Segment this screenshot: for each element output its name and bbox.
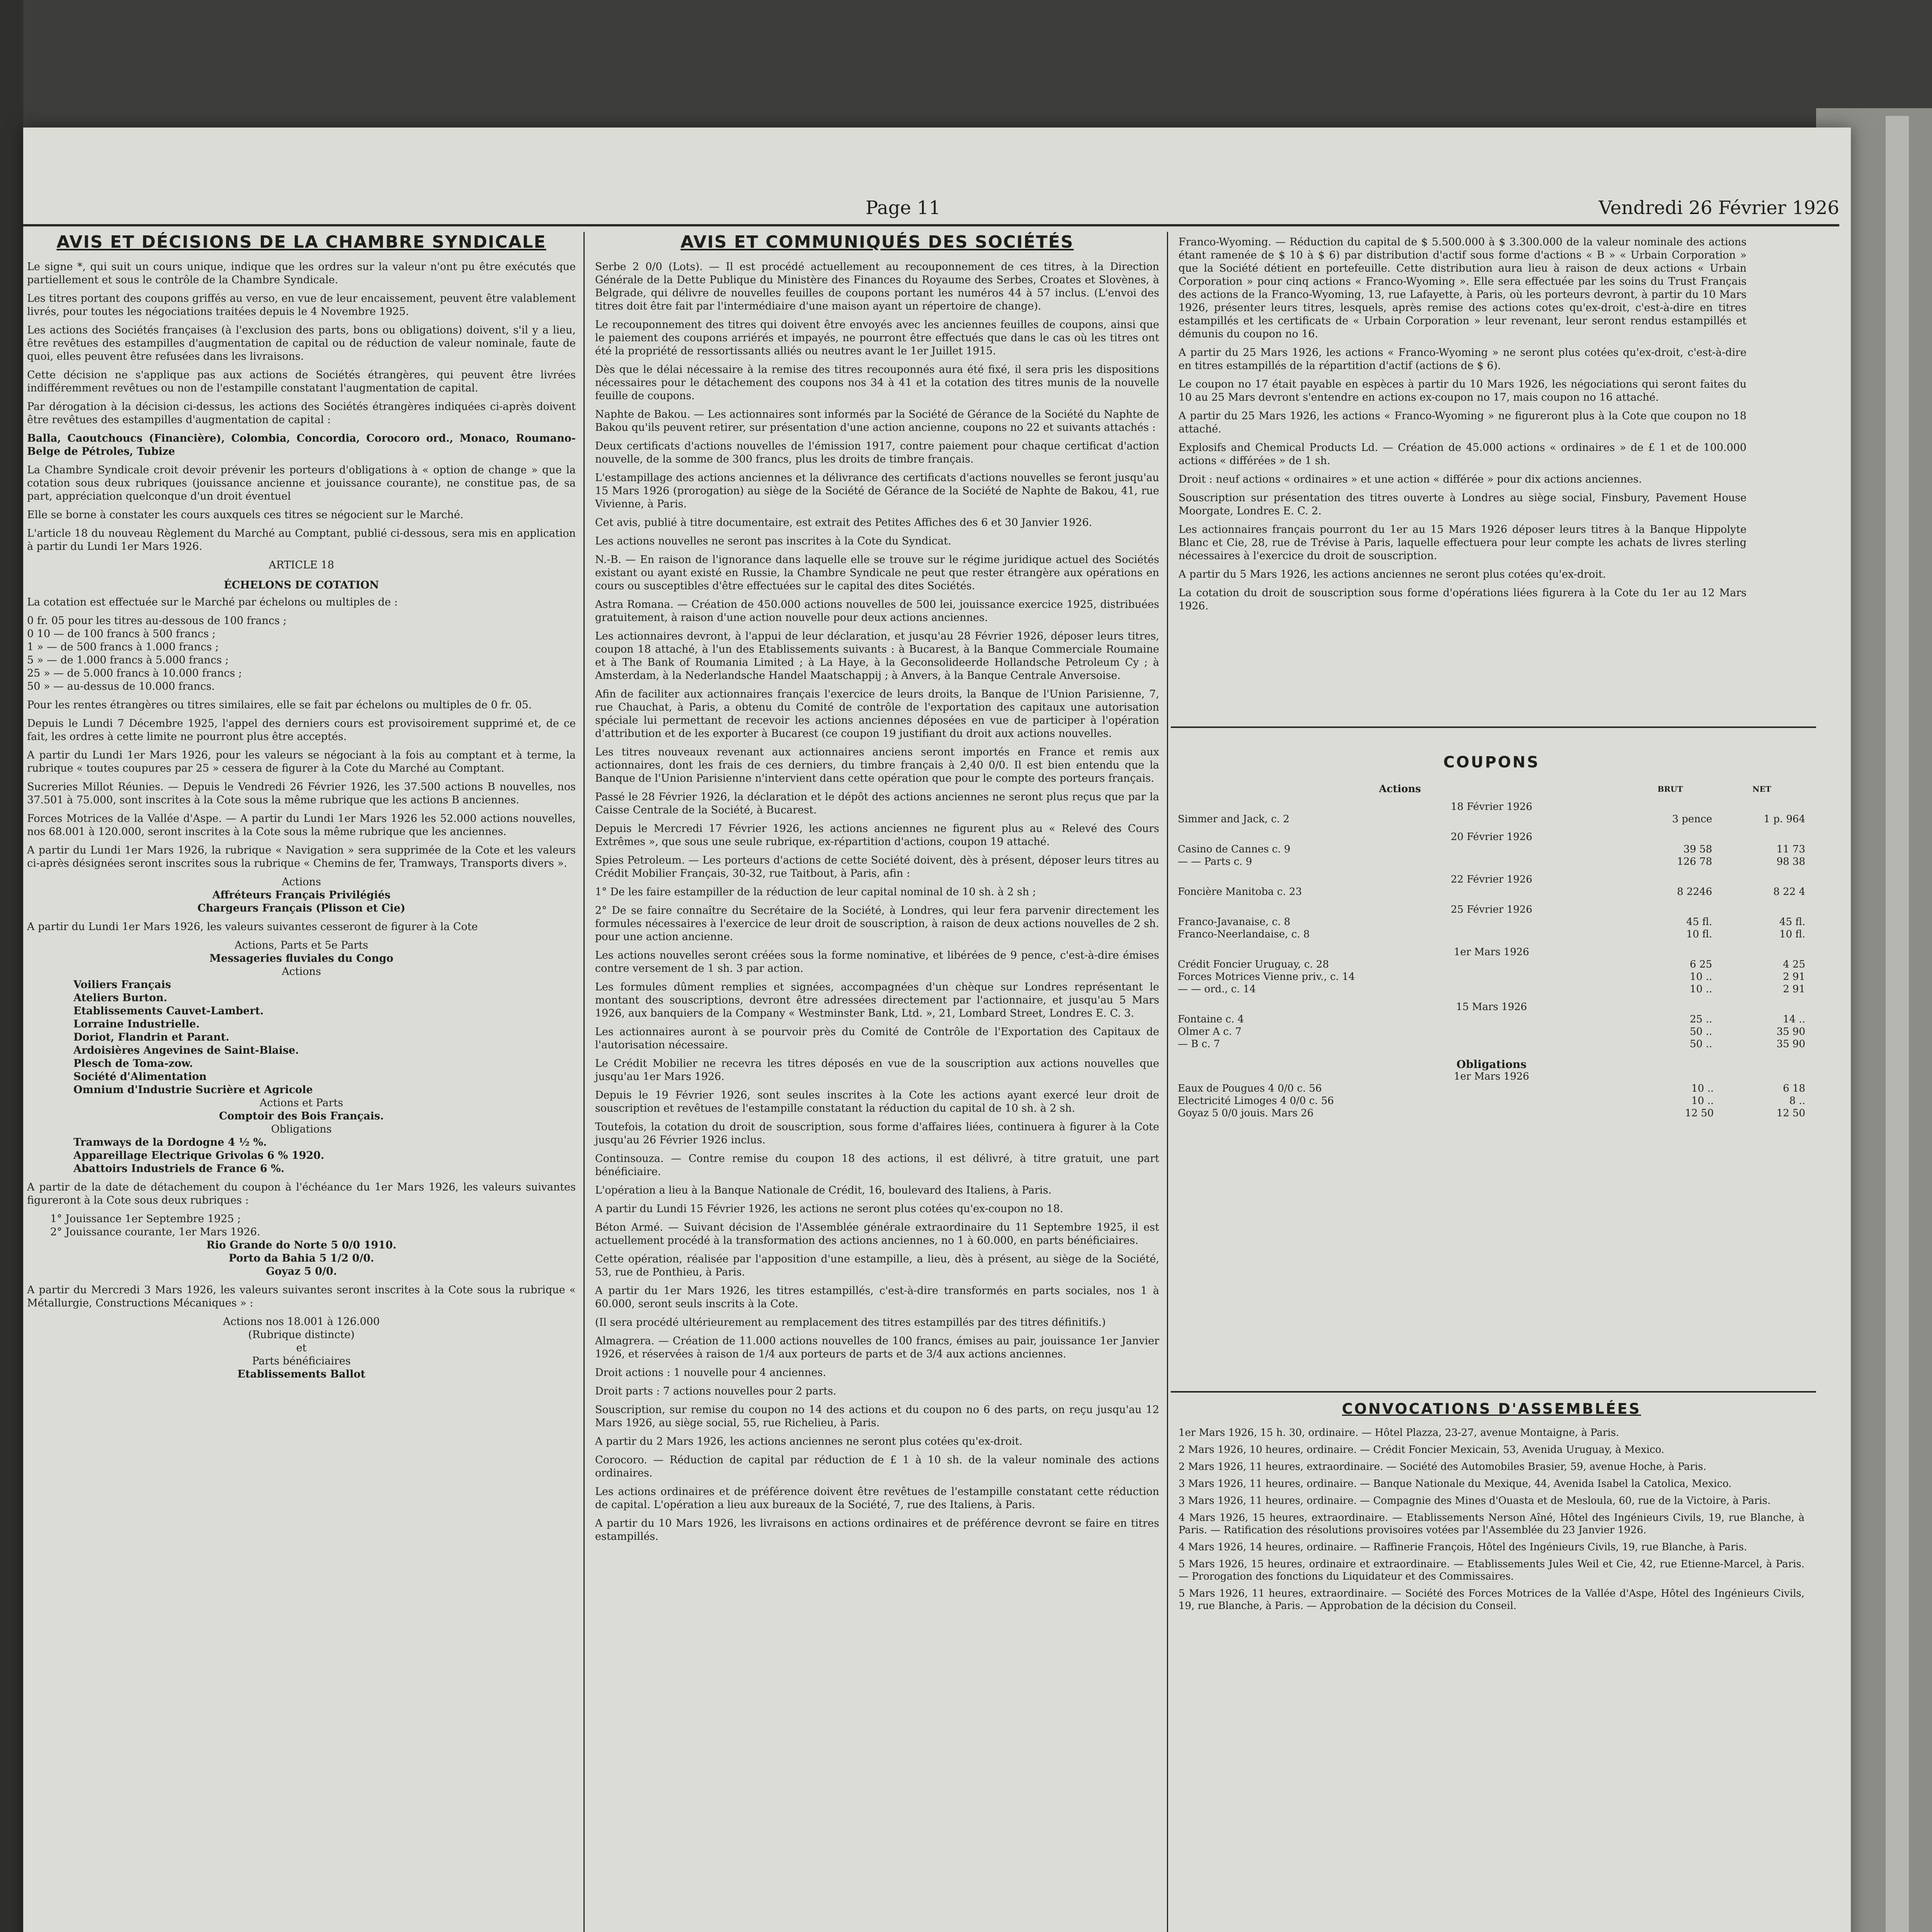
para: A partir du 5 Mars 1926, les actions anciennes ne seront plus cotées qu'ex-droit. [1179,568,1606,580]
item: (Rubrique distincte) [248,1329,355,1341]
article-label: ARTICLE 18 [269,559,334,571]
para: Deux certificats d'actions nouvelles de l'émission 1917, contre paiement pour chaque certificat d'action nouvelle, de la somme de 300 francs, plus les droits de timbre français. [595,440,1159,465]
echelons-list [27,614,576,693]
coupon-row [1175,1013,1808,1026]
item: Ateliers Burton. [73,992,167,1004]
echelon: 5 » — de 1.000 francs à 5.000 francs ; [27,654,229,666]
coupon-row [1175,1107,1808,1119]
item: Doriot, Flandrin et Parant. [73,1031,230,1043]
item: 1° Jouissance 1er Septembre 1925 ; [50,1213,241,1225]
col-head: NET [1752,784,1771,794]
coupon-value: 12 50 [1685,1107,1714,1119]
item: Etablissements Cauvet-Lambert. [73,1005,264,1017]
para: A partir du 25 Mars 1926, les actions « Franco-Wyoming » ne seront plus cotées qu'ex-droit, c'est-à-dire en titres estampillés de la répartition d'actif (actions de $ 6). [1179,347,1747,372]
coupons-oblig-date: 1er Mars 1926 [1454,1071,1529,1082]
coupon-row [1175,983,1808,995]
coupon-name: Goyaz 5 0/0 jouis. Mars 26 [1178,1107,1314,1119]
para: Souscription, sur remise du coupon no 14 des actions et du coupon no 6 des parts, on reçu jusqu'au 12 Mars 1926, au siège social, 55, rue Richelieu, à Paris. [595,1404,1159,1429]
coupon-date: 1er Mars 1926 [1454,946,1529,958]
para-bold: Balla, Caoutchoucs (Financière), Colombia, Concordia, Corocoro ord., Monaco, Roumano-Belge de Pétroles, Tubize [27,432,576,457]
para: A partir du 10 Mars 1926, les livraisons en actions ordinaires et de préférence devront se faire en titres estampillés. [595,1517,1159,1543]
list [27,1136,576,1175]
coupon-row [1175,958,1808,971]
coupon-name: Olmer A c. 7 [1178,1026,1242,1037]
coupon-value: 35 90 [1776,1026,1805,1037]
coupon-row [1175,1095,1808,1107]
coupon-name: Fontaine c. 4 [1178,1014,1244,1025]
coupon-name: Franco-Neerlandaise, c. 8 [1178,929,1310,940]
coupon-name: — B c. 7 [1178,1038,1220,1050]
para: Les titres nouveaux revenant aux actionnaires anciens seront importés en France et remis aux actionnaires, dont les frais de ces derniers, du timbre français à 2,40 0/0. Il est bien entendu que la Banque de l'Union Parisienne n'intervient dans cette opération que pour le compte des porteurs français. [595,746,1159,784]
para: (Il sera procédé ultérieurement au remplacement des titres estampillés par des titres définitifs.) [595,1316,1106,1328]
para: Depuis le Mercredi 17 Février 1926, les actions anciennes ne figurent plus au « Relevé des Cours Extrêmes », que sous une seule rubrique, ex-répartition d'actions, coupon 19 attaché. [595,823,1159,848]
para: A partir du Lundi 1er Mars 1926, la rubrique « Navigation » sera supprimée de la Cote et les valeurs ci-après désignées seront inscrites sous la rubrique « Chemins de fer, Tramways, Transports divers ». [27,844,576,869]
coupon-name: Eaux de Pougues 4 0/0 c. 56 [1178,1083,1322,1094]
para: Droit parts : 7 actions nouvelles pour 2 parts. [595,1385,837,1397]
para: Béton Armé. — Suivant décision de l'Assemblée générale extraordinaire du 11 Septembre 1925, il est actuellement procédé à la transformation des actions anciennes, no 1 à 60.000, en parts bénéficiaires. [595,1221,1159,1247]
coupon-date: 18 Février 1926 [1451,801,1532,813]
coupon-value: 3 pence [1672,813,1713,825]
item: Chargeurs Français (Plisson et Cie) [197,902,405,914]
binding-shadow [0,0,23,1932]
para: A partir de la date de détachement du coupon à l'échéance du 1er Mars 1926, les valeurs suivantes figureront à la Cote sous deux rubriques : [27,1181,576,1206]
convocation-item: 3 Mars 1926, 11 heures, ordinaire. — Compagnie des Mines d'Ouasta et de Mesloula, 60, rue de la Victoire, à Paris. [1179,1495,1771,1507]
coupon-value: 10 .. [1691,1083,1714,1094]
coupon-date: 22 Février 1926 [1451,874,1532,885]
para: Almagrera. — Création de 11.000 actions nouvelles de 100 francs, émises au pair, jouissance 1er Janvier 1926, et réservées à raison de 1/4 aux porteurs de parts et de 3/4 aux actions anciennes. [595,1335,1159,1360]
para: Forces Motrices de la Vallée d'Aspe. — A partir du Lundi 1er Mars 1926 les 52.000 actions nouvelles, nos 68.001 à 120.000, seront inscrites à la Cote sous la même rubrique que les anciennes. [27,813,576,838]
coupon-row [1175,886,1808,898]
item: Etablissements Ballot [237,1368,366,1380]
item: Omnium d'Industrie Sucrière et Agricole [73,1084,313,1096]
column-chambre-syndicale [27,232,576,1381]
echelon: 0 fr. 05 pour les titres au-dessous de 100 francs ; [27,615,287,627]
convocation-item: 5 Mars 1926, 11 heures, extraordinaire. — Société des Forces Motrices de la Vallée d'Aspe, Hôtel des Ingénieurs Civils, 19, rue Blanche, à Paris. — Approbation de la décision du Conseil. [1179,1588,1804,1612]
coupon-value: 98 38 [1776,856,1805,867]
coupon-value: 10 fl. [1779,929,1805,940]
convocation-item: 3 Mars 1926, 11 heures, ordinaire. — Banque Nationale du Mexique, 44, Avenida Isabel la Catolica, Mexico. [1179,1478,1732,1490]
para: A partir du 1er Mars 1926, les titres estampillés, c'est-à-dire transformés en parts sociales, nos 1 à 60.000, seront seuls inscrits à la Cote. [595,1285,1159,1310]
para: Passé le 28 Février 1926, la déclaration et le dépôt des actions anciennes ne seront plus reçus que par la Caisse Centrale de la Société, à Bucarest. [595,791,1159,816]
coupon-value: 1 p. 964 [1764,813,1805,825]
item: Affréteurs Français Privilégiés [212,889,391,901]
item: 2° Jouissance courante, 1er Mars 1926. [50,1226,260,1238]
para: Droit actions : 1 nouvelle pour 4 anciennes. [595,1367,826,1379]
para: A partir du 2 Mars 1926, les actions anciennes ne seront plus cotées qu'ex-droit. [595,1435,1023,1447]
coupon-value: 12 50 [1776,1107,1805,1119]
label: Obligations [271,1123,332,1135]
para: Les actions ordinaires et de préférence doivent être revêtues de l'estampille constatant cette réduction de capital. L'opération a lieu aux bureaux de la Société, 7, rue des Italiens, à Paris. [595,1486,1159,1511]
convocations-rule [1171,1391,1816,1393]
convocations-section [1179,1400,1804,1617]
coupons-section [1175,753,1808,1119]
convocation-item: 1er Mars 1926, 15 h. 30, ordinaire. — Hôtel Plazza, 23-27, avenue Montaigne, à Paris. [1179,1427,1619,1439]
para: Depuis le 19 Février 1926, sont seules inscrites à la Cote les actions ayant exercé leur droit de souscription et revêtues de l'estampille constatant la réduction du capital de 10 sh. à 2 sh. [595,1089,1159,1114]
coupon-value: 6 18 [1783,1083,1805,1094]
page-edge-inner [1886,116,1909,1932]
para: Depuis le Lundi 7 Décembre 1925, l'appel des derniers cours est provisoirement supprimé et, de ce fait, les ordres à cette limite ne pourront plus être acceptés. [27,718,576,743]
para: Les actions nouvelles seront créées sous la forme nominative, et libérées de 9 pence, c'est-à-dire émises contre versement de 1 sh. 3 par action. [595,949,1159,975]
coupons-oblig-table [1175,1082,1808,1119]
para: Le signe *, qui suit un cours unique, indique que les ordres sur la valeur n'ont pu être exécutés que partiellement et sous le contrôle de la Chambre Syndicale. [27,261,576,286]
coupon-value: 35 90 [1776,1038,1805,1050]
para: A partir du Mercredi 3 Mars 1926, les valeurs suivantes seront inscrites à la Cote sous la rubrique « Métallurgie, Constructions Mécaniques » : [27,1284,576,1309]
coupon-row [1175,916,1808,928]
coupon-row [1175,1082,1808,1095]
col2-title: AVIS ET COMMUNIQUÉS DES SOCIÉTÉS [680,232,1074,252]
coupons-title: COUPONS [1443,753,1540,771]
label: Actions et Parts [259,1097,344,1109]
item: Société d'Alimentation [73,1071,207,1083]
para: Astra Romana. — Création de 450.000 actions nouvelles de 500 lei, jouissance exercice 1925, distribuées gratuitement, à raison d'une action nouvelle pour deux actions anciennes. [595,599,1159,624]
para: 2° De se faire connaître du Secrétaire de la Société, à Londres, qui leur fera parvenir directement les formules nécessaires à l'exercice de leur droit de souscription, à raison de deux actions nouvelles de 2 sh. pour une action ancienne. [595,905,1159,943]
coupon-value: 8 22 4 [1773,886,1805,898]
coupon-value: 126 78 [1677,856,1713,867]
coupon-row [1175,1026,1808,1038]
para: A partir du Lundi 15 Février 1926, les actions ne seront plus cotées qu'ex-coupon no 18. [595,1203,1063,1215]
coupons-table [1175,783,1808,1050]
page-number: Page 11 [866,197,941,219]
coupon-value: 11 73 [1776,844,1805,855]
column-rule [583,232,585,1932]
para: Le Crédit Mobilier ne recevra les titres déposés en vue de la souscription aux actions nouvelles que jusqu'au 1er Mars 1926. [595,1058,1159,1083]
coupon-date: 25 Février 1926 [1451,904,1532,915]
coupon-name: Franco-Javanaise, c. 8 [1178,916,1291,928]
coupon-value: 10 fl. [1686,929,1713,940]
coupon-value: 39 58 [1683,844,1713,855]
coupon-name: Crédit Foncier Uruguay, c. 28 [1178,959,1329,970]
para: La cotation est effectuée sur le Marché par échelons ou multiples de : [27,596,398,608]
label: Actions [282,876,321,888]
para: A partir du Lundi 1er Mars 1926, les valeurs suivantes cesseront de figurer à la Cote [27,921,478,933]
coupon-name: — — ord., c. 14 [1178,983,1256,995]
coupon-name: Casino de Cannes c. 9 [1178,844,1291,855]
para: Naphte de Bakou. — Les actionnaires sont informés par la Société de Gérance de la Société du Naphte de Bakou qu'ils peuvent retirer, sur présentation d'une action ancienne, coupons no 22 et suivants attachés : [595,408,1159,434]
para: Corocoro. — Réduction de capital par réduction de £ 1 à 10 sh. de la valeur nominale des actions ordinaires. [595,1454,1159,1479]
para: Dès que le délai nécessaire à la remise des titres recouponnés aura été fixé, il sera pris les dispositions nécessaires pour le détachement des coupons nos 34 à 41 et la cotation des titres munis de la nouvelle feuille de coupons. [595,364,1159,402]
item: Rio Grande do Norte 5 0/0 1910. [206,1239,396,1251]
item: Ardoisières Angevines de Saint-Blaise. [73,1044,299,1056]
echelon: 0 10 — de 100 francs à 500 francs ; [27,628,216,640]
item: Parts bénéficiaires [252,1355,351,1367]
column-avis-societes [595,232,1159,1549]
coupon-value: 10 .. [1691,1095,1714,1107]
para: Le recouponnement des titres qui doivent être envoyés avec les anciennes feuilles de coupons, ainsi que le paiement des coupons arriérés et impayés, ne pourront être effectués que dans le cas où les titres ont été la propriété de ressortissants alliés ou neutres avant le 1er Juillet 1915. [595,319,1159,357]
para: Les titres portant des coupons griffés au verso, en vue de leur encaissement, peuvent être valablement livrés, pour toutes les négociations traitées depuis le 4 Novembre 1925. [27,293,576,318]
para: Souscription sur présentation des titres ouverte à Londres au siège social, Finsbury, Pavement House Moorgate, Londres E. C. 2. [1179,492,1747,517]
coupon-value: 6 25 [1690,959,1713,970]
para: Les actions des Sociétés françaises (à l'exclusion des parts, bons ou obligations) doivent, s'il y a lieu, être revêtues des estampilles d'augmentation de capital ou de réduction de valeur nominale, faute de quoi, elles peuvent être refusées dans les livraisons. [27,324,576,362]
para: Les actionnaires français pourront du 1er au 15 Mars 1926 déposer leurs titres à la Banque Hippolyte Blanc et Cie, 28, rue de Trévise à Paris, laquelle effectuera pour leur compte les achats de livres sterling nécessaires à l'exercice du droit de souscription. [1179,524,1747,562]
coupon-row [1175,813,1808,825]
coupon-value: 10 .. [1690,971,1713,983]
coupon-name: Foncière Manitoba c. 23 [1178,886,1302,898]
para: Les actionnaires devront, à l'appui de leur déclaration, et jusqu'au 28 Février 1926, déposer leurs titres, coupon 18 attaché, à l'un des Etablissements suivants : à Bucarest, à la Banque Commerciale Roumaine et à The Bank of Roumania Limited ; à La Haye, à la Geconsolideerde Hollandsche Petroleum Cy ; à Amsterdam, à la Nederlandsche Handel Maatschappij ; à Anvers, à la Banque Centrale Anversoise. [595,630,1159,682]
para: Les actions nouvelles ne seront pas inscrites à la Cote du Syndicat. [595,535,951,547]
column-right [1179,236,1747,618]
para: Sucreries Millot Réunies. — Depuis le Vendredi 26 Février 1926, les 37.500 actions B nouvelles, nos 37.501 à 75.000, sont inscrites à la Cote sous la même rubrique que les actions B anciennes. [27,781,576,806]
convocation-item: 4 Mars 1926, 15 heures, extraordinaire. — Etablissements Nerson Aîné, Hôtel des Ingénieurs Civils, 19, rue Blanche, à Paris. — Ratification des résolutions provisoires votées par l'Assemblée du 23 Janvier 1926. [1179,1512,1804,1536]
col-head: BRUT [1657,784,1683,794]
para: N.-B. — En raison de l'ignorance dans laquelle elle se trouve sur le régime juridique actuel des Sociétés existant ou ayant existé en Russie, la Chambre Syndicale ne peut que rester étrangère aux opérations en cours ou susceptibles d'être effectuées sur le capital des dites Sociétés. [595,554,1159,592]
col-head: Actions [1379,783,1421,795]
convocation-item: 2 Mars 1926, 10 heures, ordinaire. — Crédit Foncier Mexicain, 53, Avenida Uruguay, à Mexico. [1179,1444,1665,1456]
item: Comptoir des Bois Français. [219,1110,384,1122]
coupon-value: 25 .. [1690,1014,1713,1025]
echelon: 50 » — au-dessus de 10.000 francs. [27,680,215,692]
coupon-name: — — Parts c. 9 [1178,856,1252,867]
item: Voiliers Français [73,979,171,991]
para: Cette décision ne s'applique pas aux actions de Sociétés étrangères, qui peuvent être livrées indifféremment revêtues ou non de l'estampille constatant l'augmentation de capital. [27,369,576,394]
coupon-value: 4 25 [1783,959,1805,970]
para: Les actionnaires auront à se pourvoir près du Comité de Contrôle de l'Exportation des Capitaux de l'autorisation nécessaire. [595,1026,1159,1051]
para: Cette opération, réalisée par l'apposition d'une estampille, a lieu, dès à présent, au siège de la Société, 53, rue de Ponthieu, à Paris. [595,1253,1159,1278]
para: Par dérogation à la décision ci-dessus, les actions des Sociétés étrangères indiquées ci-après doivent être revêtues des estampilles d'augmentation de capital : [27,401,576,426]
item: Plesch de Toma-zow. [73,1058,193,1070]
convocation-item: 4 Mars 1926, 14 heures, ordinaire. — Raffinerie François, Hôtel des Ingénieurs Civils, 19, rue Blanche, à Paris. [1179,1541,1747,1553]
coupon-row [1175,843,1808,855]
para: Le coupon no 17 était payable en espèces à partir du 10 Mars 1926, les négociations qui seront faites du 10 au 25 Mars devront s'entendre en actions ex-coupon no 17, mais coupon no 16 attaché. [1179,378,1747,403]
coupon-value: 8 .. [1789,1095,1805,1107]
para: Continsouza. — Contre remise du coupon 18 des actions, il est délivré, à titre gratuit, une part bénéficiaire. [595,1153,1159,1178]
para: Afin de faciliter aux actionnaires français l'exercice de leurs droits, la Banque de l'Union Parisienne, 7, rue Chauchat, à Paris, a obtenu du Comité de contrôle de l'exportation des capitaux une autorisation spéciale lui permettant de recevoir les actions anciennes déposées en vue de participer à l'opération d'attribution et de les exporter à Bucarest (ce coupon 19 justifiant du droit aux actions nouvelles. [595,688,1159,740]
para: La Chambre Syndicale croit devoir prévenir les porteurs d'obligations à « option de change » que la cotation sous deux rubriques (jouissance ancienne et jouissance courante), ne constitue pas, de sa part, appréciation quelconque d'un droit éventuel [27,464,576,502]
coupon-value: 2 91 [1783,983,1805,995]
para: Franco-Wyoming. — Réduction du capital de $ 5.500.000 à $ 3.300.000 de la valeur nominale des actions étant ramenée de $ 10 à $ 6) par distribution d'actif sous forme d'actions « B » « Urbain Corporation » que la Société détient en portefeuille. Cette distribution aura lieu à raison de deux actions « Urbain Corporation » pour cinq actions « Franco-Wyoming ». Elle sera effectuée par les soins du Trust Français des actions de la Franco-Wyoming, 13, rue Lafayette, à Paris, où les porteurs devront, à partir du 10 Mars 1926, présenter leurs titres, lesquels, après remise des actions cotes qu'ex-droit, c'est-à-dire en titres estampillés et les certificats de « Urbain Corporation » leur revenant, leur seront rendus estampillés et démunis du coupon no 16. [1179,236,1747,340]
coupon-value: 50 .. [1690,1026,1713,1037]
issue-date: Vendredi 26 Février 1926 [1599,197,1839,219]
echelons-title: ÉCHELONS DE COTATION [224,579,379,591]
para: Spies Petroleum. — Les porteurs d'actions de cette Société doivent, dès à présent, déposer leurs titres au Crédit Mobilier Français, 30-32, rue Taitbout, à Paris, afin : [595,854,1159,879]
convocation-item: 5 Mars 1926, 15 heures, ordinaire et extraordinaire. — Etablissements Jules Weil et Cie, 42, rue Etienne-Marcel, à Paris. — Prorogation des fonctions du Liquidateur et des Commissaires. [1179,1558,1804,1582]
echelon: 1 » — de 500 francs à 1.000 francs ; [27,641,219,653]
convocation-item: 2 Mars 1926, 11 heures, extraordinaire. — Société des Automobiles Brasier, 59, avenue Hoche, à Paris. [1179,1461,1706,1473]
para: La cotation du droit de souscription sous forme d'opérations liées figurera à la Cote du 1er au 12 Mars 1926. [1179,587,1747,612]
header-rule [23,224,1839,226]
item: Lorraine Industrielle. [73,1018,200,1030]
item: et [296,1342,307,1354]
para: A partir du 25 Mars 1926, les actions « Franco-Wyoming » ne figureront plus à la Cote que coupon no 18 attaché. [1179,410,1747,435]
coupons-oblig-title: Obligations [1456,1058,1527,1071]
item: Goyaz 5 0/0. [265,1265,337,1277]
item: Actions nos 18.001 à 126.000 [223,1316,380,1328]
coupon-value: 45 fl. [1779,916,1805,928]
column-rule [1167,232,1168,1932]
coupons-rule [1171,726,1816,728]
para: L'article 18 du nouveau Règlement du Marché au Comptant, publié ci-dessous, sera mis en application à partir du Lundi 1er Mars 1926. [27,527,576,553]
col1-title: AVIS ET DÉCISIONS DE LA CHAMBRE SYNDICALE [56,232,546,252]
label: Actions [282,966,321,978]
para: Serbe 2 0/0 (Lots). — Il est procédé actuellement au recouponnement de ces titres, à la Direction Générale de la Dette Publique du Ministère des Finances du Royaume des Serbes, Croates et Slovènes, à Belgrade, qui délivre de nouvelles feuilles de coupons portant les numéros 44 à 57 inclus. (L'envoi des titres doit être fait par l'intermédiaire d'une maison ayant un répertoire de change). [595,261,1159,312]
coupon-name: Simmer and Jack, c. 2 [1178,813,1290,825]
coupon-value: 2 91 [1783,971,1805,983]
item: Appareillage Electrique Grivolas 6 % 1920. [73,1150,325,1162]
para: A partir du Lundi 1er Mars 1926, pour les valeurs se négociant à la fois au comptant et à terme, la rubrique « toutes coupures par 25 » cessera de figurer à la Cote du Marché au Comptant. [27,749,576,774]
coupon-row [1175,928,1808,940]
item: Abattoirs Industriels de France 6 %. [73,1163,285,1175]
coupon-name: Electricité Limoges 4 0/0 c. 56 [1178,1095,1334,1107]
coupon-value: 8 2246 [1677,886,1713,898]
coupon-value: 50 .. [1690,1038,1713,1050]
echelon: 25 » — de 5.000 francs à 10.000 francs ; [27,667,242,679]
para: Explosifs and Chemical Products Ld. — Création de 45.000 actions « ordinaires » de £ 1 et de 100.000 actions « différées » de 1 sh. [1179,442,1747,467]
coupon-value: 10 .. [1690,983,1713,995]
item: Tramways de la Dordogne 4 ½ %. [73,1136,267,1148]
coupon-row [1175,855,1808,868]
coupon-row [1175,971,1808,983]
para: Cet avis, publié à titre documentaire, est extrait des Petites Affiches des 6 et 30 Janvier 1926. [595,517,1092,529]
coupon-date: 15 Mars 1926 [1456,1001,1527,1013]
para: Toutefois, la cotation du droit de souscription, sous forme d'affaires liées, continuera à figurer à la Cote jusqu'au 26 Février 1926 inclus. [595,1121,1159,1146]
para: 1° De les faire estampiller de la réduction de leur capital nominal de 10 sh. à 2 sh ; [595,886,1036,898]
para: L'estampillage des actions anciennes et la délivrance des certificats d'actions nouvelles se feront jusqu'au 15 Mars 1926 (prorogation) au siège de la Société de Gérance de la Société de Naphte de Bakou, 41, rue Vivienne, à Paris. [595,472,1159,510]
coupon-value: 14 .. [1783,1014,1805,1025]
para: Elle se borne à constater les cours auxquels ces titres se négocient sur le Marché. [27,509,464,521]
para: Droit : neuf actions « ordinaires » et une action « différée » pour dix actions anciennes. [1179,473,1642,485]
para: Les formules dûment remplies et signées, accompagnées d'un chèque sur Londres représentant le montant des souscriptions, devront être adressées directement par l'actionnaire, et jusqu'au 5 Mars 1926, aux banquiers de la Company « Westminster Bank, Ltd. », 21, Lombard Street, Londres E. C. 3. [595,981,1159,1019]
coupon-date: 20 Février 1926 [1451,831,1532,843]
para: L'opération a lieu à la Banque Nationale de Crédit, 16, boulevard des Italiens, à Paris. [595,1184,1052,1196]
item: Messageries fluviales du Congo [209,952,393,964]
coupon-value: 45 fl. [1686,916,1713,928]
para: Pour les rentes étrangères ou titres similaires, elle se fait par échelons ou multiples de 0 fr. 05. [27,699,532,711]
item: Porto da Bahia 5 1/2 0/0. [228,1252,374,1264]
coupon-name: Forces Motrices Vienne priv., c. 14 [1178,971,1355,983]
list [27,978,576,1097]
convocations-title: CONVOCATIONS D'ASSEMBLÉES [1342,1400,1641,1417]
label: Actions, Parts et 5e Parts [235,939,368,951]
coupon-row [1175,1038,1808,1050]
